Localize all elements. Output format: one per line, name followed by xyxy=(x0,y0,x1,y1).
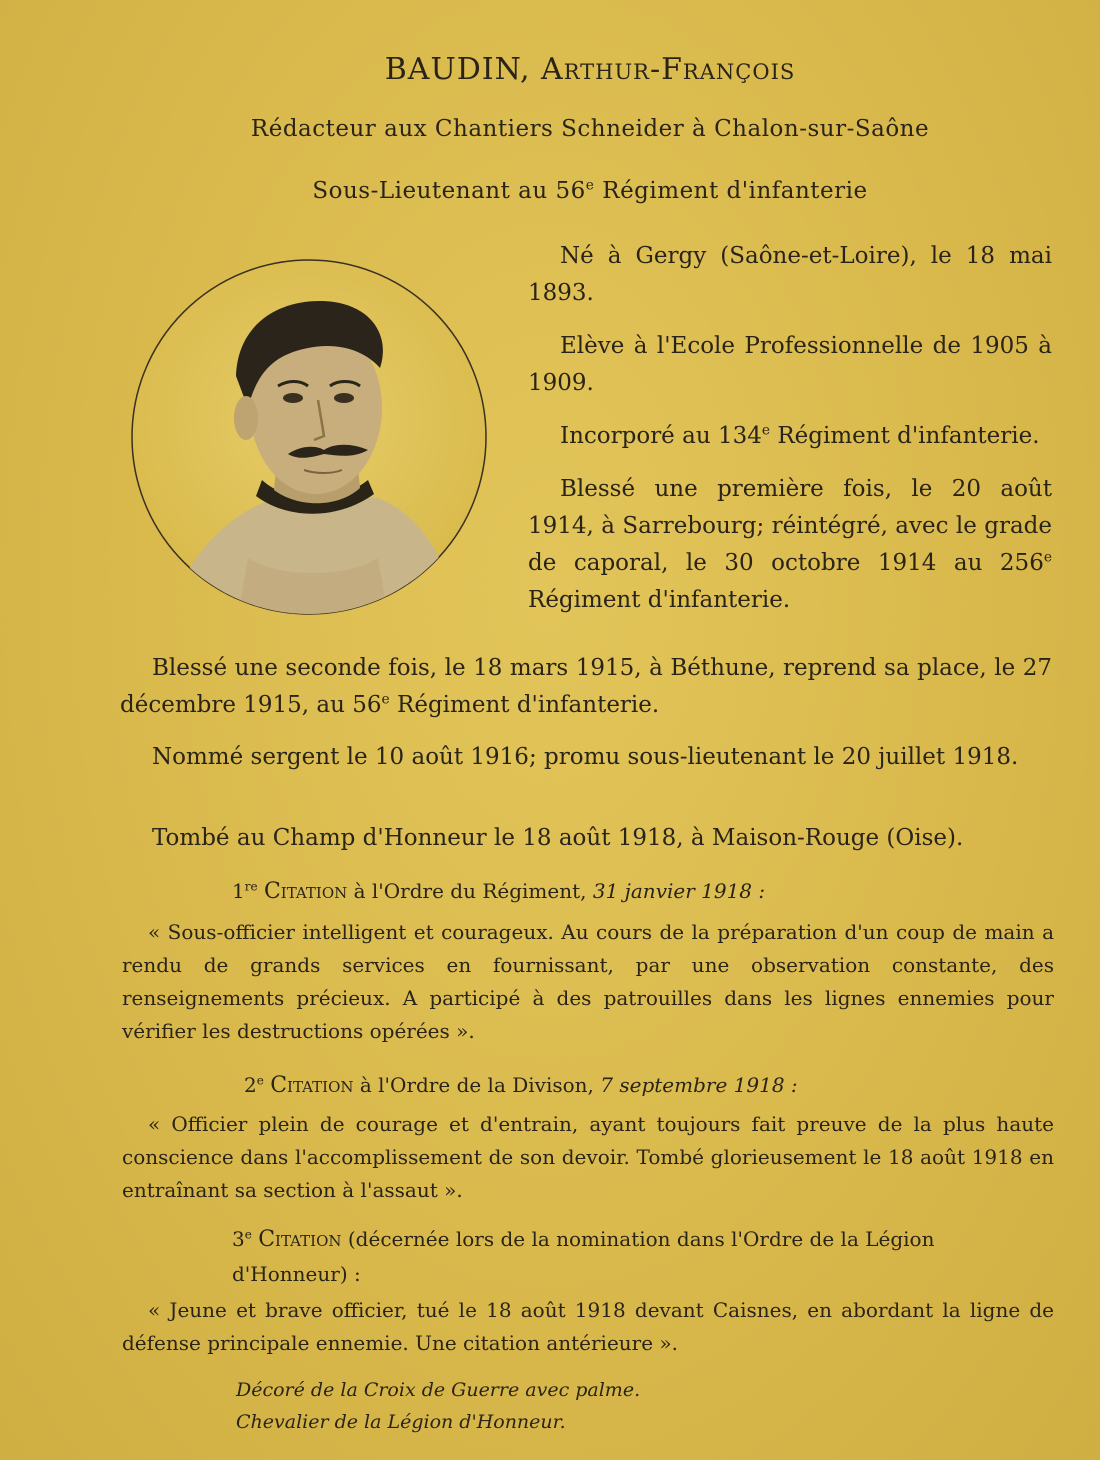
occupation: Rédacteur aux Chantiers Schneider à Chalon-sur-Saône xyxy=(250,116,930,142)
biography-right-column xyxy=(528,238,1052,635)
citation-2-heading: 2e Citation à l'Ordre de la Divison, 7 septembre 1918 : xyxy=(244,1073,798,1098)
soldier-name xyxy=(0,52,1100,87)
citation-1-text: « Sous-officier intelligent et courageux. Au cours de la préparation d'un coup de main a rendu de grands services en fournissant, par une observation constante, des renseignements précieux. A participé à des patrouilles dans les lignes ennemies pour vérifier les destructions opérées ». xyxy=(122,920,1054,1043)
forenames: Arthur-François xyxy=(541,52,796,87)
second-wound-paragraph: Blessé une seconde fois, le 18 mars 1915, à Béthune, reprend sa place, le 27 décembre 1915, au 56e Régiment d'infanterie. xyxy=(120,655,1052,718)
rank-line: Sous-Lieutenant au 56e Régiment d'infanterie xyxy=(312,177,868,204)
citation-3-text: « Jeune et brave officier, tué le 18 août 1918 devant Caisnes, en abordant la ligne de défense principale ennemie. Une citation antérieure ». xyxy=(122,1298,1054,1355)
decorations xyxy=(236,1374,640,1438)
death-paragraph: Tombé au Champ d'Honneur le 18 août 1918, à Maison-Rouge (Oise). xyxy=(152,825,964,851)
citation-2-text: « Officier plein de courage et d'entrain, ayant toujours fait preuve de la plus haute conscience dans l'accomplissement de son devoir. Tombé glorieusement le 18 août 1918 en entraînant sa section à l'assaut ». xyxy=(122,1112,1054,1202)
first-wound-paragraph: Blessé une première fois, le 20 août 1914, à Sarrebourg; réintégré, avec le grade de caporal, le 30 octobre 1914 au 256e Régiment d'infanterie. xyxy=(528,476,1052,613)
citation-1-heading: 1re Citation à l'Ordre du Régiment, 31 janvier 1918 : xyxy=(232,879,766,904)
birth-paragraph: Né à Gergy (Saône-et-Loire), le 18 mai 1893. xyxy=(528,243,1052,306)
portrait-photo xyxy=(128,258,490,616)
incorporation-paragraph: Incorporé au 134e Régiment d'infanterie. xyxy=(560,422,1040,449)
promotion-paragraph: Nommé sergent le 10 août 1916; promu sous-lieutenant le 20 juillet 1918. xyxy=(152,744,1019,770)
citation-3-heading: 3e Citation (décernée lors de la nomination dans l'Ordre de la Légion d'Honneur) : xyxy=(232,1227,935,1286)
decoration-legion-honneur: Chevalier de la Légion d'Honneur. xyxy=(236,1411,566,1433)
decoration-croix-de-guerre: Décoré de la Croix de Guerre avec palme. xyxy=(236,1379,641,1401)
surname: BAUDIN, xyxy=(384,52,531,87)
school-paragraph: Elève à l'Ecole Professionnelle de 1905 à 1909. xyxy=(528,333,1052,396)
